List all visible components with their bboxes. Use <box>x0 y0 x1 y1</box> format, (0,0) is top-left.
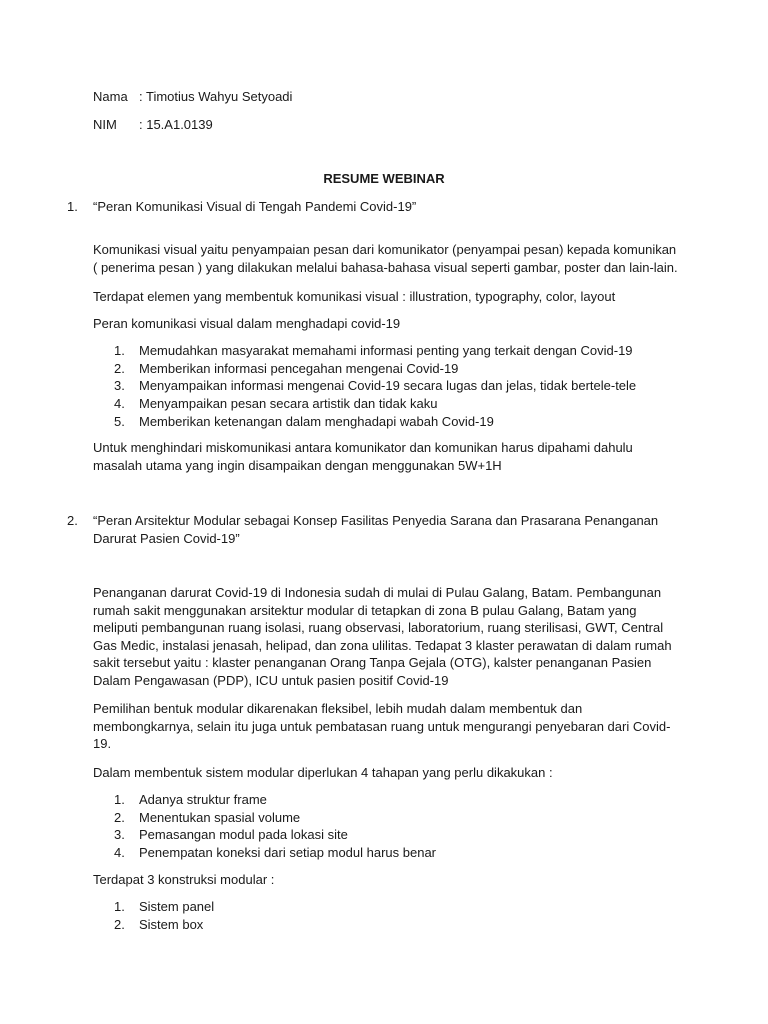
nama-row <box>93 88 292 106</box>
section-2-list <box>93 791 683 862</box>
list-item: 1. Adanya struktur frame <box>114 792 267 807</box>
section-2-paragraph-4: Terdapat 3 konstruksi modular : <box>93 872 275 887</box>
nama-value: : Timotius Wahyu Setyoadi <box>139 89 293 104</box>
list-item: 4. Penempatan koneksi dari setiap modul harus benar <box>114 845 437 861</box>
list-item: 1. Sistem panel <box>114 899 215 914</box>
nim-value: : 15.A1.0139 <box>139 117 213 132</box>
list-item: 2. Memberikan informasi pencegahan mengenai Covid-19 <box>114 360 459 376</box>
section-2-title: “Peran Arsitektur Modular sebagai Konsep Fasilitas Penyedia Sarana dan Prasarana Penanganan Darurat Pasien Covid-19” <box>93 513 659 546</box>
section-2-paragraph-3: Dalam membentuk sistem modular diperlukan 4 tahapan yang perlu dikakukan : <box>93 765 553 780</box>
section-1-number: 1. <box>67 199 78 214</box>
section-2-list-2 <box>93 898 683 933</box>
nim-row <box>93 116 213 134</box>
list-item: 2. Sistem box <box>114 916 204 932</box>
list-item: 2. Menentukan spasial volume <box>114 809 301 825</box>
section-1-paragraph-3: Peran komunikasi visual dalam menghadapi covid-19 <box>93 316 401 331</box>
nama-label: Nama <box>93 89 128 104</box>
document-title: RESUME WEBINAR <box>323 171 445 186</box>
list-item: 5. Memberikan ketenangan dalam menghadapi wabah Covid-19 <box>114 413 494 429</box>
section-1-paragraph-1: Komunikasi visual yaitu penyampaian pesan dari komunikator (penyampai pesan) kepada komunikan ( penerima pesan ) yang dilakukan melalui bahasa-bahasa visual seperti gambar, poster dan lain-lain. <box>93 242 678 275</box>
section-1-paragraph-2: Terdapat elemen yang membentuk komunikasi visual : illustration, typography, color, layout <box>93 289 616 304</box>
section-1-list <box>93 342 683 430</box>
section-1-paragraph-4: Untuk menghindari miskomunikasi antara komunikator dan komunikan harus dipahami dahulu masalah utama yang ingin disampaikan dengan menggunakan 5W+1H <box>93 440 633 473</box>
section-2-number: 2. <box>67 513 78 528</box>
section-2-paragraph-1: Penanganan darurat Covid-19 di Indonesia sudah di mulai di Pulau Galang, Batam. Pembangunan rumah sakit menggunakan arsitektur modular di tetapkan di zona B pulau Galang, Batam yang meliputi pembangunan ruang isolasi, ruang observasi, laboratorium, ruang sterilisasi, GWT, Central Gas Medic, instalasi jenasah, helipad, dan zona ulilitas. Tedapat 3 klaster perawatan di dalam rumah sakit tersebut yaitu : klaster penanganan Orang Tanpa Gejala (OTG), kalster penanganan Pasien Dalam Pengawasan (PDP), ICU untuk pasien positif Covid-19 <box>93 585 672 688</box>
list-item: 3. Menyampaikan informasi mengenai Covid-19 secara lugas dan jelas, tidak bertele-tele <box>114 378 637 394</box>
nim-label: NIM <box>93 117 117 132</box>
list-item: 1. Memudahkan masyarakat memahami informasi penting yang terkait dengan Covid-19 <box>114 343 633 358</box>
section-1-title: “Peran Komunikasi Visual di Tengah Pandemi Covid-19” <box>93 199 417 214</box>
list-item: 4. Menyampaikan pesan secara artistik dan tidak kaku <box>114 396 438 412</box>
section-2-paragraph-2: Pemilihan bentuk modular dikarenakan fleksibel, lebih mudah dalam membentuk dan membongkarnya, selain itu juga untuk pembatasan ruang untuk mengurangi penyebaran dari Covid-19. <box>93 701 671 751</box>
list-item: 3. Pemasangan modul pada lokasi site <box>114 827 348 843</box>
